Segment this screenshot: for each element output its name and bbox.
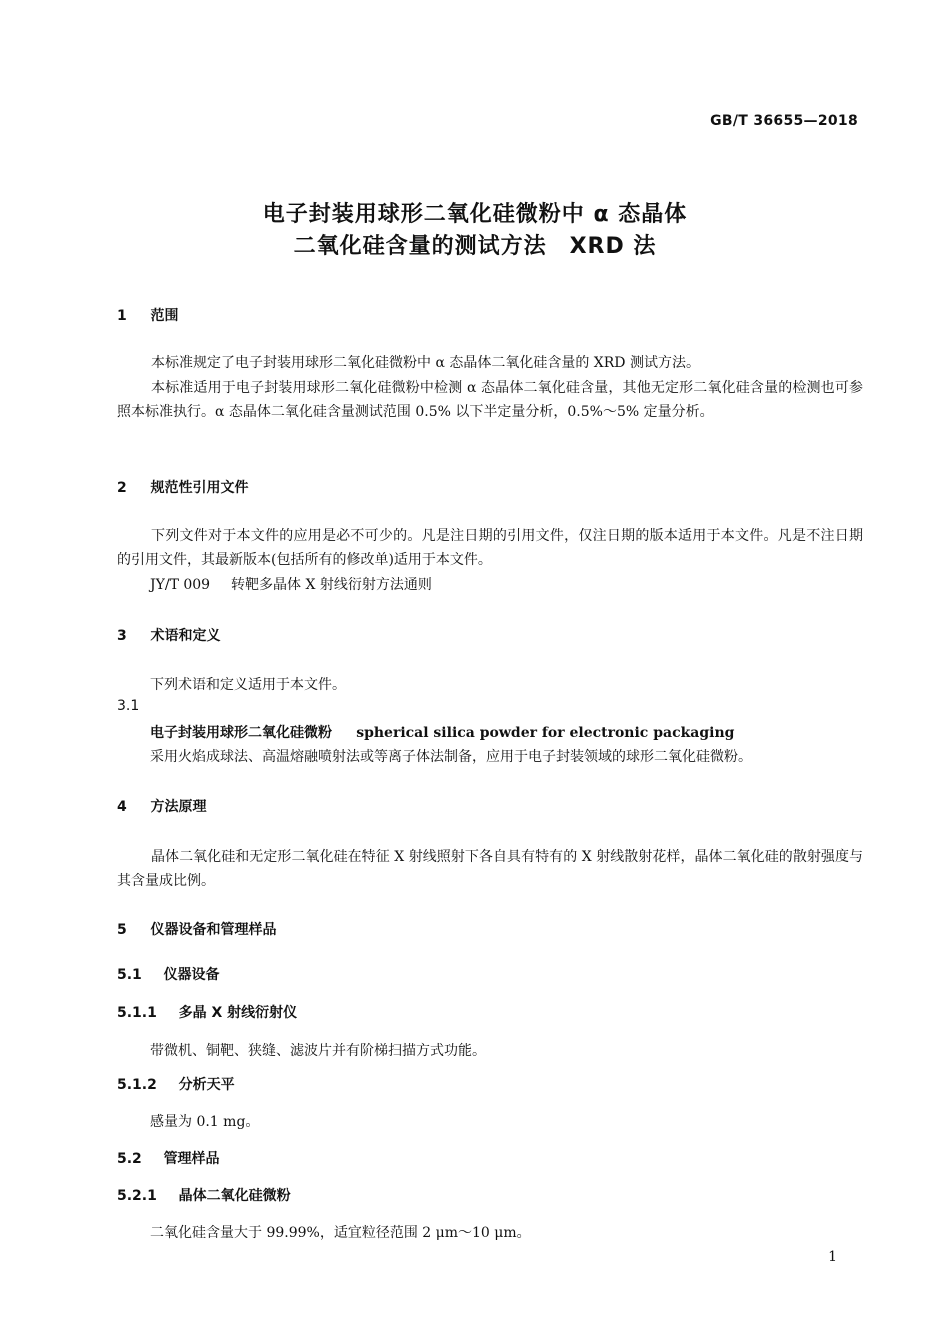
- term-3-1-definition: 采用火焰成球法、高温熔融喷射法或等离子体法制备，应用于电子封装领域的球形二氧化硅微粉。: [150, 749, 752, 765]
- section-2-paragraph-1: 下列文件对于本文件的应用是必不可少的。凡是注日期的引用文件，仅注日期的版本适用于本文件。凡是不注日期的引用文件，其最新版本(包括所有的修改单)适用于本文件。: [117, 528, 863, 568]
- section-title: 规范性引用文件: [150, 480, 249, 496]
- section-5-1-2-heading: [117, 1074, 235, 1094]
- section-5-1-2-text: 感量为 0.1 mg。: [150, 1114, 260, 1130]
- section-1-paragraph-1: 本标准规定了电子封装用球形二氧化硅微粉中 α 态晶体二氧化硅含量的 XRD 测试方法。: [151, 355, 700, 371]
- section-number: 5.1: [117, 967, 142, 983]
- section-3-paragraph-1: 下列术语和定义适用于本文件。: [150, 677, 346, 693]
- section-1-heading: [117, 305, 179, 325]
- reference-title: 转靶多晶体 X 射线衍射方法通则: [231, 577, 432, 593]
- section-number: 5.1.1: [117, 1005, 157, 1021]
- term-english: spherical silica powder for electronic packaging: [356, 725, 735, 741]
- section-4-heading: [117, 796, 207, 816]
- section-title: 方法原理: [150, 799, 207, 815]
- section-title: 仪器设备和管理样品: [150, 922, 277, 938]
- section-number: 4: [117, 799, 127, 815]
- section-number: 5.1.2: [117, 1077, 157, 1093]
- section-title: 多晶 X 射线衍射仪: [178, 1005, 298, 1021]
- section-title: 术语和定义: [150, 628, 221, 644]
- section-title: 晶体二氧化硅微粉: [178, 1188, 291, 1204]
- section-number: 2: [117, 480, 127, 496]
- section-title: 管理样品: [163, 1151, 220, 1167]
- section-5-1-1-text: 带微机、铜靶、狭缝、滤波片并有阶梯扫描方式功能。: [150, 1043, 486, 1059]
- section-5-heading: [117, 919, 277, 939]
- document-title-line-2: 二氧化硅含量的测试方法 XRD 法: [293, 234, 657, 259]
- section-5-1-heading: [117, 964, 220, 984]
- section-5-1-1-heading: [117, 1002, 297, 1022]
- section-5-2-1-heading: [117, 1185, 291, 1205]
- section-2-heading: [117, 477, 249, 497]
- section-1-paragraph-2: 本标准适用于电子封装用球形二氧化硅微粉中检测 α 态晶体二氧化硅含量，其他无定形二氧化硅含量的检测也可参照本标准执行。α 态晶体二氧化硅含量测试范围 0.5% 以下半定量分析，0.5%～5% 定量分析。: [117, 380, 863, 420]
- page-number: 1: [828, 1249, 837, 1265]
- section-number: 1: [117, 308, 127, 324]
- section-number: 5.2.1: [117, 1188, 157, 1204]
- section-title: 仪器设备: [163, 967, 220, 983]
- section-number: 5.2: [117, 1151, 142, 1167]
- term-3-1-number: 3.1: [117, 698, 140, 714]
- section-number: 5: [117, 922, 127, 938]
- normative-reference: [150, 574, 432, 594]
- section-title: 范围: [150, 308, 179, 324]
- term-3-1: [150, 722, 734, 742]
- section-3-heading: [117, 625, 221, 645]
- standard-code: GB/T 36655—2018: [710, 113, 858, 129]
- reference-code: JY/T 009: [150, 577, 211, 593]
- section-title: 分析天平: [178, 1077, 235, 1093]
- document-title-line-1: 电子封装用球形二氧化硅微粉中 α 态晶体: [262, 202, 688, 227]
- section-4-paragraph-1: 晶体二氧化硅和无定形二氧化硅在特征 X 射线照射下各自具有特有的 X 射线散射花样，晶体二氧化硅的散射强度与其含量成比例。: [117, 849, 863, 889]
- section-5-2-heading: [117, 1148, 220, 1168]
- section-number: 3: [117, 628, 127, 644]
- section-5-2-1-text: 二氧化硅含量大于 99.99%，适宜粒径范围 2 μm～10 μm。: [150, 1225, 531, 1241]
- term-chinese: 电子封装用球形二氧化硅微粉: [150, 725, 332, 741]
